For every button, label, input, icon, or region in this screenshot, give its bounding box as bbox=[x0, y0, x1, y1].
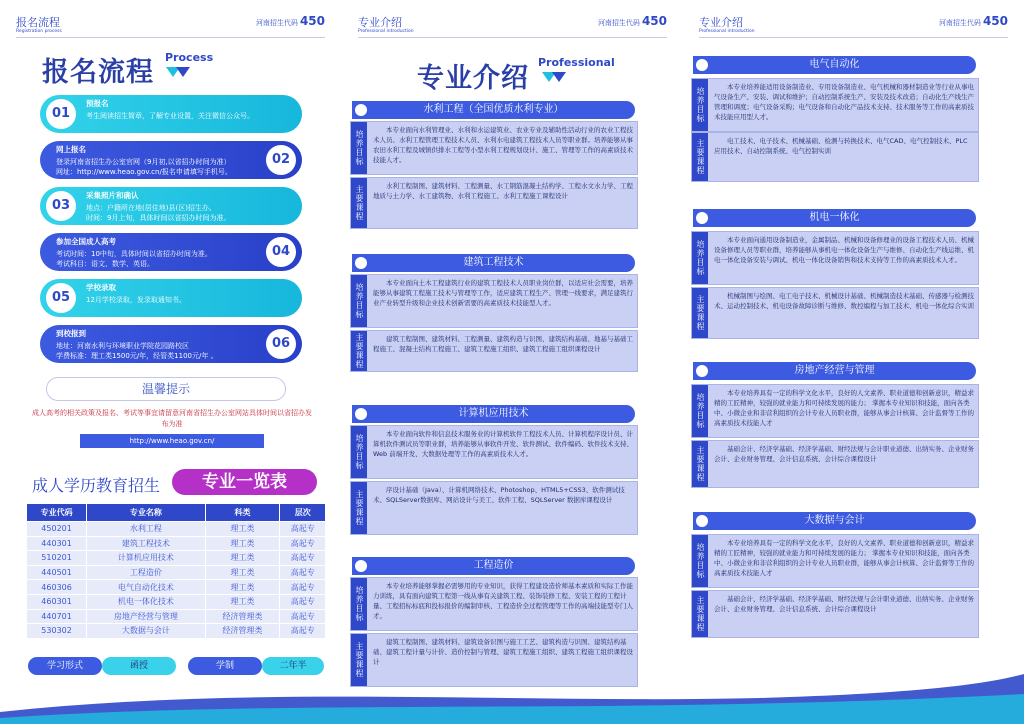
major-goal-text: 本专业培养能够掌握必需够用的专业知识，获得工程建设造价师基本素质和实际工作能力训练，具有面向建筑工程第一线从事有关建筑工程、装饰装修工程、安装工程的工程计量、工程招标标底和投标报价的编制审核、工程造价全过程管理等工作的高端技能型专门人才。 bbox=[373, 582, 633, 620]
column-majors-1 bbox=[342, 0, 683, 724]
major-title bbox=[352, 405, 635, 423]
step-title: 到校报到 bbox=[56, 329, 86, 338]
header-code: 河南招生代码 450 bbox=[255, 14, 325, 28]
major-course-box bbox=[350, 330, 638, 372]
major-course-label: 主要课程 bbox=[351, 178, 367, 228]
process-title: 报名流程 bbox=[42, 57, 154, 88]
major-title bbox=[352, 101, 635, 119]
major-goal-label: 培养目标 bbox=[351, 578, 367, 630]
major-goal-label: 培养目标 bbox=[351, 426, 367, 478]
major-course-text: 电工技术、电子技术、机械基础、检测与转换技术、电气CAD、电气控制技术、PLC应用技术、自动控制系统、电气控制实训 bbox=[714, 137, 968, 155]
major-goal-box bbox=[350, 121, 638, 175]
process-step bbox=[40, 187, 302, 225]
table-row bbox=[27, 565, 326, 580]
table-header: 层次 bbox=[280, 504, 326, 522]
major-course-text: 建筑工程制图、建筑材料、工程测量、建筑构造与识图、建筑结构基础、地基与基础工程施工、混凝土结构工程施工、建筑工程施工组织、建筑工程施工组织课程设计 bbox=[373, 335, 633, 353]
majors-title: 专业介绍 bbox=[417, 63, 529, 94]
major-course-label: 主要课程 bbox=[692, 133, 708, 181]
table-cell: 高起专 bbox=[280, 580, 326, 595]
major-course-box bbox=[691, 287, 979, 339]
table-cell: 460301 bbox=[27, 594, 87, 609]
major-goal-box bbox=[350, 577, 638, 631]
major-name: 机电一体化 bbox=[809, 212, 860, 223]
table-cell: 理工类 bbox=[205, 580, 280, 595]
step-text bbox=[56, 145, 232, 177]
table-cell: 房地产经营与管理 bbox=[87, 609, 206, 624]
process-step bbox=[40, 233, 302, 271]
tip-title: 温馨提示 bbox=[46, 377, 286, 401]
majors-en: Professional bbox=[538, 56, 615, 69]
step-line: 登录河南省招生办公室官网（9月初,以省招办时间为准） bbox=[56, 158, 231, 166]
major-goal-text: 本专业面向通用设备制造业，金属制品、机械和设备修理业的设备工程技术人员、机械设备修理人员等职业群，培养能够从事机电一体化设备生产与维修、自动化生产线运维、机电一体化设备安装与调试、机电一体化设备销售和技术支持等工作的高素质技术人才。 bbox=[714, 236, 974, 264]
step-text bbox=[86, 283, 186, 305]
header-title: 专业介绍 bbox=[358, 16, 402, 29]
major-course-box bbox=[691, 132, 979, 182]
major-goal-text: 本专业培养具有一定的科学文化水平，良好的人文素养、职业道德和创新意识，精益求精的工匠精神，较强的就业能力和可持续发展的能力； 掌握本专业知识和技能，面向各类中、小微企业和非营利组织的会计专业人员职业群，能够从事会计核算、会计监督等工作的高素质技术技能人才 bbox=[714, 389, 974, 427]
step-text bbox=[86, 191, 230, 223]
step-line: 12月学校录取，发录取通知书。 bbox=[86, 296, 186, 304]
table-cell: 水利工程 bbox=[87, 522, 206, 537]
table-cell: 460306 bbox=[27, 580, 87, 595]
major-course-label: 主要课程 bbox=[351, 634, 367, 686]
table-cell: 理工类 bbox=[205, 594, 280, 609]
table-cell: 440701 bbox=[27, 609, 87, 624]
major-name: 大数据与会计 bbox=[804, 515, 865, 526]
adult-title: 成人学历教育招生 bbox=[32, 476, 161, 495]
process-en: Process bbox=[165, 51, 214, 64]
header-c2 bbox=[358, 10, 667, 38]
major-goal-text: 本专业面向土木工程建筑行业的建筑工程技术人员职业岗位群，以适应社会需要，培养能够从事建筑工程施工技术与管理等工作，适应建筑工程生产、管理一线要求，满足建筑行业产业转型升级和企业技术创新需要的高素质技术技能型人才。 bbox=[373, 279, 633, 307]
table-cell: 530302 bbox=[27, 624, 87, 639]
major-goal-label: 培养目标 bbox=[692, 79, 708, 131]
step-number: 02 bbox=[266, 145, 296, 175]
major-name: 建筑工程技术 bbox=[463, 257, 524, 268]
table-cell: 工程造价 bbox=[87, 565, 206, 580]
major-goal-text: 本专业培养能适用设备制造业、专用设备制造业、电气机械和器材制造业等行业从事电气设备生产、安装、调试和维护；自动控制系统生产、安装及技术改造；自动化生产线生产管理和调度；电气设备采购；电气设备和自动化产品技术支持、技术服务等工作的高素质技术技能应用型人才。 bbox=[714, 83, 974, 121]
major-title bbox=[693, 209, 976, 227]
triangle-icon bbox=[552, 72, 566, 82]
major-name: 水利工程（全国优质水利专业） bbox=[423, 104, 564, 115]
major-goal-label: 培养目标 bbox=[692, 232, 708, 284]
step-text bbox=[56, 237, 212, 269]
table-cell: 理工类 bbox=[205, 551, 280, 566]
table-header: 专业代码 bbox=[27, 504, 87, 522]
tip-url[interactable]: http://www.heao.gov.cn/ bbox=[80, 434, 264, 448]
table-cell: 理工类 bbox=[205, 522, 280, 537]
major-goal-label: 培养目标 bbox=[351, 275, 367, 327]
major-goal-text: 本专业面向软件和信息技术服务业的计算机软件工程技术人员、计算机程序设计员、计算机软件测试员等职业群，培养能够从事软件开发、软件测试、软件编码、软件技术支持、Web 前端开发、大数据处理等工作的高素质技术人才。 bbox=[373, 430, 633, 458]
triangle-icon bbox=[176, 67, 190, 77]
major-course-label: 主要课程 bbox=[692, 288, 708, 338]
step-line: 地点：户籍所在地(居住地)县(区)招生办。 bbox=[86, 204, 216, 212]
table-cell: 440301 bbox=[27, 536, 87, 551]
major-course-text: 基础会计、经济学基础、经济学基础、财经法规与会计职业道德、出纳实务、企业财务会计、企业财务管理、会计信息系统、会计综合课程设计 bbox=[714, 595, 974, 613]
table-cell: 经济管理类 bbox=[205, 624, 280, 639]
table-row bbox=[27, 551, 326, 566]
table-row bbox=[27, 580, 326, 595]
table-cell: 机电一体化技术 bbox=[87, 594, 206, 609]
table-cell: 建筑工程技术 bbox=[87, 536, 206, 551]
major-course-label: 主要课程 bbox=[351, 331, 367, 371]
column-majors-2 bbox=[683, 0, 1024, 724]
major-goal-label: 培养目标 bbox=[692, 535, 708, 587]
study-years-label: 学制 bbox=[188, 657, 262, 675]
step-line: 时间：9月上旬，具体时间以省招办时间为准。 bbox=[86, 214, 231, 222]
step-line: 学费标准：理工类1500元/年，经管类1100元/年 。 bbox=[56, 352, 218, 360]
major-course-label: 主要课程 bbox=[351, 482, 367, 534]
major-course-box bbox=[350, 177, 638, 229]
major-course-box bbox=[350, 481, 638, 535]
major-goal-box bbox=[691, 384, 979, 438]
step-title: 学校录取 bbox=[86, 283, 116, 292]
major-course-text: 机械制图与绘图、电工电子技术、机械设计基础、机械制造技术基础、传感器与检测技术、运动控制技术、机电设备故障诊断与维修、数控编程与加工技术、机电一体化综合实训 bbox=[714, 292, 974, 310]
major-course-text: 序设计基础（Java）、计算机网络技术、Photoshop、HTML5+CSS3、软件测试技术、SQLServer数据库、网站设计与美工、软件工程、SQLServer 数据库课程设计 bbox=[373, 486, 625, 504]
table-row bbox=[27, 624, 326, 639]
table-cell: 高起专 bbox=[280, 536, 326, 551]
table-row bbox=[27, 522, 326, 537]
major-list-pill: 专业一览表 bbox=[172, 469, 317, 495]
header-subtitle: Professional introduction bbox=[699, 29, 755, 34]
table-header: 科类 bbox=[205, 504, 280, 522]
table-cell: 高起专 bbox=[280, 609, 326, 624]
table-header: 专业名称 bbox=[87, 504, 206, 522]
process-step bbox=[40, 141, 302, 179]
step-title: 网上报名 bbox=[56, 145, 86, 154]
table-row bbox=[27, 536, 326, 551]
major-title bbox=[352, 557, 635, 575]
major-course-text: 建筑工程制图、建筑材料、建筑设备识图与施工工艺、建筑构造与识图、建筑结构基础、建筑工程计量与计价、造价控制与管理、建筑工程施工组织、建筑工程施工组织课程设计 bbox=[373, 638, 633, 666]
step-number: 03 bbox=[46, 191, 76, 221]
header-subtitle: Professional introduction bbox=[358, 29, 414, 34]
step-title: 参加全国成人高考 bbox=[56, 237, 116, 246]
step-line: 网址：http://www.heao.gov.cn/报名申请填写手机号。 bbox=[56, 168, 232, 176]
column-process bbox=[0, 0, 341, 724]
step-title: 预报名 bbox=[86, 99, 109, 108]
header-c1 bbox=[16, 10, 325, 38]
table-cell: 电气自动化技术 bbox=[87, 580, 206, 595]
table-cell: 大数据与会计 bbox=[87, 624, 206, 639]
major-course-text: 基础会计、经济学基础、经济学基础、财经法规与会计职业道德、出纳实务、企业财务会计、企业财务管理、会计信息系统、会计综合课程设计 bbox=[714, 445, 974, 463]
major-name: 房地产经营与管理 bbox=[794, 365, 875, 376]
major-goal-label: 培养目标 bbox=[692, 385, 708, 437]
process-step bbox=[40, 95, 302, 133]
header-title: 专业介绍 bbox=[699, 16, 743, 29]
header-subtitle: Registration process bbox=[16, 29, 62, 34]
table-cell: 理工类 bbox=[205, 536, 280, 551]
step-line: 考试科目：语文、数学、英语。 bbox=[56, 260, 154, 268]
study-form-value: 函授 bbox=[102, 657, 176, 675]
step-text bbox=[56, 329, 218, 361]
table-row bbox=[27, 594, 326, 609]
major-course-text: 水利工程制图、建筑材料、工程测量、水工钢筋混凝土结构学、工程水文水力学、工程地质与土力学、水工建筑物、水利工程施工、水利工程施工课程设计 bbox=[373, 182, 633, 200]
major-course-box bbox=[691, 440, 979, 488]
major-goal-box bbox=[691, 231, 979, 285]
major-course-label: 主要课程 bbox=[692, 591, 708, 637]
major-title bbox=[693, 56, 976, 74]
header-c3 bbox=[699, 10, 1008, 38]
step-number: 04 bbox=[266, 237, 296, 267]
major-goal-box bbox=[350, 274, 638, 328]
header-title: 报名流程 bbox=[16, 16, 60, 29]
table-cell: 高起专 bbox=[280, 522, 326, 537]
table-cell: 450201 bbox=[27, 522, 87, 537]
table-cell: 高起专 bbox=[280, 624, 326, 639]
step-line: 考试时间：10中旬，具体时间以省招办时间为准。 bbox=[56, 250, 212, 258]
major-name: 电气自动化 bbox=[809, 59, 860, 70]
major-title bbox=[693, 512, 976, 530]
step-line: 考生阅读招生简章，了解专业设置，关注微信公众号。 bbox=[86, 112, 254, 120]
major-title bbox=[352, 254, 635, 272]
table-cell: 高起专 bbox=[280, 551, 326, 566]
major-goal-box bbox=[350, 425, 638, 479]
major-course-label: 主要课程 bbox=[692, 441, 708, 487]
table-cell: 440501 bbox=[27, 565, 87, 580]
table-cell: 理工类 bbox=[205, 565, 280, 580]
major-name: 工程造价 bbox=[473, 560, 514, 571]
table-cell: 经济管理类 bbox=[205, 609, 280, 624]
table-cell: 高起专 bbox=[280, 565, 326, 580]
step-number: 05 bbox=[46, 283, 76, 313]
major-goal-text: 本专业面向水利管理业、水利和水运建筑业、农业专业及辅助性活动行业的农业工程技术人员、水利工程管理工程技术人员、水利水电建筑工程技术人员等职业群。培养能够从事农田水利工程及城镇供排水工程等小型水利工程规划设计、施工、管理等工作的高素质技术技能人才。 bbox=[373, 126, 633, 164]
step-text bbox=[86, 99, 254, 121]
header-code: 河南招生代码 450 bbox=[597, 14, 667, 28]
major-goal-box bbox=[691, 78, 979, 132]
table-cell: 计算机应用技术 bbox=[87, 551, 206, 566]
step-number: 06 bbox=[266, 329, 296, 359]
step-number: 01 bbox=[46, 99, 76, 129]
study-years-value: 二年半 bbox=[262, 657, 324, 675]
major-goal-label: 培养目标 bbox=[351, 122, 367, 174]
step-line: 地址：河南水利与环境职业学院花园路校区 bbox=[56, 342, 189, 350]
major-goal-text: 本专业培养具有一定的科学文化水平，良好的人文素养、职业道德和创新意识，精益求精的工匠精神，较强的就业能力和可持续发展的能力； 掌握本专业知识和技能，面向各类中、小微企业和非营利组织的会计专业人员职业群，能够从事会计核算、会计监督等工作的高素质技术技能人才 bbox=[714, 539, 974, 577]
major-course-box bbox=[691, 590, 979, 638]
step-title: 采集照片和确认 bbox=[86, 191, 139, 200]
bottom-wave bbox=[0, 664, 1024, 724]
table-cell: 高起专 bbox=[280, 594, 326, 609]
table-row bbox=[27, 609, 326, 624]
major-goal-box bbox=[691, 534, 979, 588]
major-table bbox=[26, 503, 326, 639]
tip-text: 成人高考的相关政策及报名、考试等事宜请留意河南省招生办公室网站具体时间以省招办发布为准 bbox=[32, 409, 312, 428]
table-cell: 510201 bbox=[27, 551, 87, 566]
major-name: 计算机应用技术 bbox=[458, 408, 529, 419]
header-code: 河南招生代码 450 bbox=[938, 14, 1008, 28]
process-step bbox=[40, 279, 302, 317]
study-form-label: 学习形式 bbox=[28, 657, 102, 675]
process-step bbox=[40, 325, 302, 363]
major-title bbox=[693, 362, 976, 380]
